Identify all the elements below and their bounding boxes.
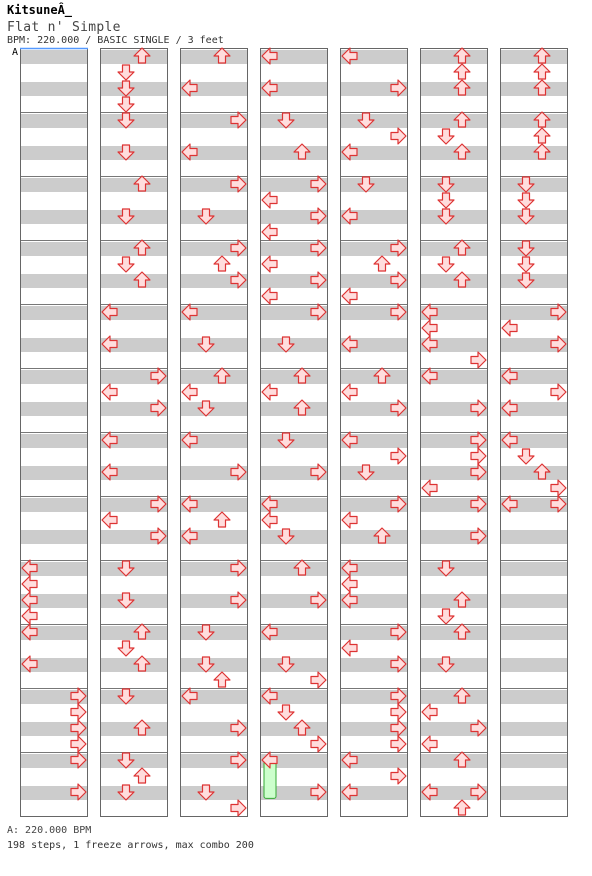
beat-stripe <box>500 146 568 160</box>
beat-stripe <box>100 722 168 736</box>
beat-stripe <box>500 562 568 576</box>
beat-stripe <box>260 338 328 352</box>
beat-stripe <box>100 82 168 96</box>
beat-stripe <box>100 114 168 128</box>
beat-stripe <box>500 530 568 544</box>
beat-stripe <box>100 242 168 256</box>
right-arrow-icon <box>311 736 326 752</box>
right-arrow-icon <box>71 704 86 720</box>
beat-stripe <box>20 402 88 416</box>
beat-stripe <box>340 370 408 384</box>
up-arrow-icon <box>534 64 550 79</box>
beat-stripe <box>100 562 168 576</box>
up-arrow-icon <box>214 256 230 271</box>
beat-stripe <box>420 690 488 704</box>
beat-stripe <box>100 146 168 160</box>
beat-stripe <box>20 274 88 288</box>
beat-stripe <box>20 466 88 480</box>
beat-stripe <box>500 658 568 672</box>
beat-stripe <box>20 50 88 64</box>
down-arrow-icon <box>438 257 454 272</box>
beat-stripe <box>420 594 488 608</box>
beat-stripe <box>500 722 568 736</box>
up-arrow-icon <box>534 128 550 143</box>
up-arrow-icon <box>214 672 230 687</box>
beat-stripe <box>500 626 568 640</box>
down-arrow-icon <box>118 257 134 272</box>
beat-stripe <box>260 658 328 672</box>
right-arrow-icon <box>231 800 246 816</box>
beat-stripe <box>20 338 88 352</box>
beat-stripe <box>100 178 168 192</box>
left-arrow-icon <box>22 608 37 624</box>
beat-stripe <box>260 722 328 736</box>
beat-stripe <box>420 50 488 64</box>
beat-stripe <box>260 146 328 160</box>
beat-stripe <box>420 146 488 160</box>
beat-stripe <box>180 658 248 672</box>
beat-stripe <box>260 562 328 576</box>
right-arrow-icon <box>71 736 86 752</box>
up-arrow-icon <box>134 768 150 783</box>
beat-stripe <box>500 210 568 224</box>
beat-stripe <box>20 146 88 160</box>
beat-stripe <box>100 786 168 800</box>
left-arrow-icon <box>102 384 117 400</box>
beat-stripe <box>20 210 88 224</box>
chart-info: BPM: 220.000 / BASIC SINGLE / 3 feet <box>7 35 224 46</box>
beat-stripe <box>500 690 568 704</box>
beat-stripe <box>500 50 568 64</box>
beat-stripe <box>420 178 488 192</box>
down-arrow-icon <box>518 449 534 464</box>
left-arrow-icon <box>262 288 277 304</box>
beat-stripe <box>20 498 88 512</box>
beat-stripe <box>20 434 88 448</box>
left-arrow-icon <box>182 384 197 400</box>
bpm-marker-label: A <box>12 47 19 58</box>
beat-stripe <box>420 754 488 768</box>
beat-stripe <box>340 114 408 128</box>
left-arrow-icon <box>262 384 277 400</box>
up-arrow-icon <box>454 800 470 815</box>
down-arrow-icon <box>438 609 454 624</box>
beat-stripe <box>260 402 328 416</box>
right-arrow-icon <box>391 736 406 752</box>
beat-stripe <box>20 178 88 192</box>
left-arrow-icon <box>262 224 277 240</box>
beat-stripe <box>100 658 168 672</box>
left-arrow-icon <box>342 576 357 592</box>
beat-stripe <box>180 626 248 640</box>
beat-stripe <box>180 50 248 64</box>
left-arrow-icon <box>342 288 357 304</box>
left-arrow-icon <box>422 736 437 752</box>
down-arrow-icon <box>118 97 134 112</box>
song-title: Flat n' Simple <box>7 20 121 35</box>
down-arrow-icon <box>118 65 134 80</box>
beat-stripe <box>180 338 248 352</box>
beat-stripe <box>420 242 488 256</box>
down-arrow-icon <box>518 193 534 208</box>
left-arrow-icon <box>342 512 357 528</box>
right-arrow-icon <box>391 704 406 720</box>
bpm-summary: A: 220.000 BPM <box>7 825 92 836</box>
beat-stripe <box>420 562 488 576</box>
beat-stripe <box>20 530 88 544</box>
right-arrow-icon <box>471 352 486 368</box>
beat-stripe <box>180 786 248 800</box>
left-arrow-icon <box>262 256 277 272</box>
beat-stripe <box>500 594 568 608</box>
beat-stripe <box>420 274 488 288</box>
beat-stripe <box>420 114 488 128</box>
right-arrow-icon <box>551 480 566 496</box>
beat-stripe <box>180 370 248 384</box>
beat-stripe <box>500 466 568 480</box>
right-arrow-icon <box>391 448 406 464</box>
beat-stripe <box>420 210 488 224</box>
up-arrow-icon <box>214 512 230 527</box>
left-arrow-icon <box>262 512 277 528</box>
beat-stripe <box>20 370 88 384</box>
left-arrow-icon <box>502 320 517 336</box>
beat-stripe <box>500 754 568 768</box>
beat-stripe <box>340 178 408 192</box>
down-arrow-icon <box>518 257 534 272</box>
beat-stripe <box>500 114 568 128</box>
beat-stripe <box>260 530 328 544</box>
beat-stripe <box>20 114 88 128</box>
right-arrow-icon <box>391 128 406 144</box>
beat-stripe <box>260 370 328 384</box>
beat-stripe <box>20 242 88 256</box>
song-artist: KitsuneÂ_ <box>7 3 73 17</box>
beat-stripe <box>100 690 168 704</box>
left-arrow-icon <box>342 384 357 400</box>
beat-stripe <box>100 754 168 768</box>
beat-stripe <box>100 594 168 608</box>
beat-stripe <box>420 82 488 96</box>
beat-stripe <box>500 82 568 96</box>
beat-stripe <box>20 306 88 320</box>
beat-stripe <box>180 402 248 416</box>
left-arrow-icon <box>262 192 277 208</box>
left-arrow-icon <box>22 576 37 592</box>
left-arrow-icon <box>422 320 437 336</box>
beat-stripe <box>500 242 568 256</box>
down-arrow-icon <box>438 193 454 208</box>
beat-stripe <box>500 274 568 288</box>
beat-stripe <box>340 530 408 544</box>
beat-stripe <box>260 114 328 128</box>
left-arrow-icon <box>342 640 357 656</box>
right-arrow-icon <box>391 768 406 784</box>
beat-stripe <box>180 210 248 224</box>
up-arrow-icon <box>454 64 470 79</box>
right-arrow-icon <box>471 448 486 464</box>
beat-stripe <box>100 274 168 288</box>
beat-stripe <box>500 178 568 192</box>
beat-stripe <box>100 210 168 224</box>
beat-stripe <box>500 786 568 800</box>
beat-stripe <box>100 50 168 64</box>
beat-stripe <box>20 82 88 96</box>
left-arrow-icon <box>422 480 437 496</box>
beat-stripe <box>420 658 488 672</box>
beat-stripe <box>420 626 488 640</box>
right-arrow-icon <box>551 384 566 400</box>
down-arrow-icon <box>278 705 294 720</box>
down-arrow-icon <box>118 641 134 656</box>
beat-stripe <box>340 466 408 480</box>
down-arrow-icon <box>438 129 454 144</box>
left-arrow-icon <box>422 704 437 720</box>
step-stats: 198 steps, 1 freeze arrows, max combo 200 <box>7 840 254 851</box>
left-arrow-icon <box>102 512 117 528</box>
beat-stripe <box>260 434 328 448</box>
right-arrow-icon <box>311 672 326 688</box>
beat-stripe <box>100 626 168 640</box>
up-arrow-icon <box>374 256 390 271</box>
